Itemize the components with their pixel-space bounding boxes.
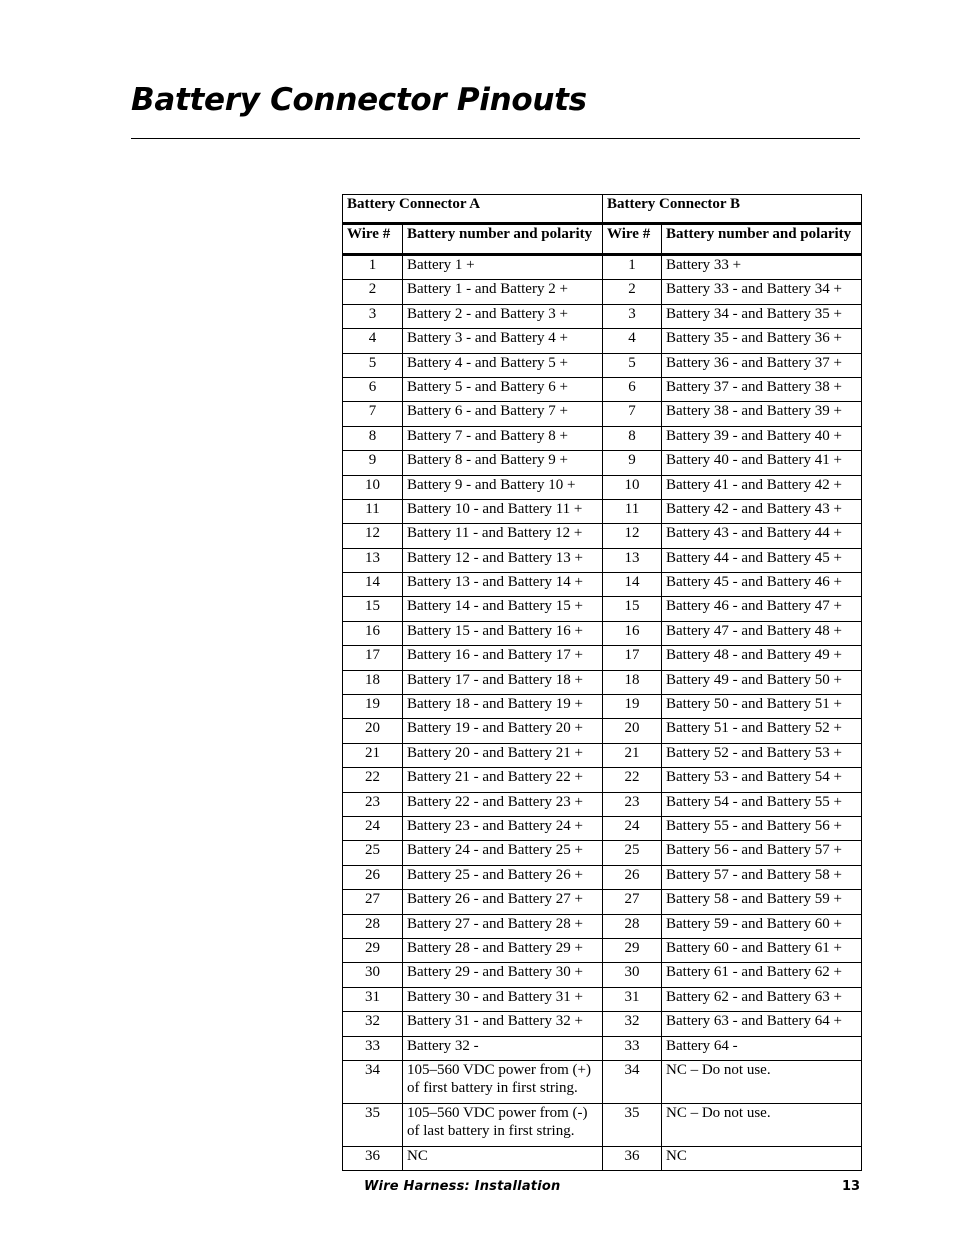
wire-a-cell: 22 xyxy=(343,768,403,792)
table-row xyxy=(343,280,862,304)
table-row xyxy=(343,573,862,597)
wire-b-cell: 2 xyxy=(603,280,662,304)
battery-b-cell: Battery 40 - and Battery 41 + xyxy=(662,451,862,475)
wire-a-cell: 14 xyxy=(343,573,403,597)
wire-a-cell: 11 xyxy=(343,499,403,523)
table-row xyxy=(343,499,862,523)
table-row xyxy=(343,377,862,401)
wire-b-cell: 8 xyxy=(603,426,662,450)
battery-a-cell: Battery 10 - and Battery 11 + xyxy=(403,499,603,523)
wire-b-cell: 33 xyxy=(603,1036,662,1060)
wire-b-cell: 21 xyxy=(603,743,662,767)
battery-b-cell: Battery 62 - and Battery 63 + xyxy=(662,987,862,1011)
battery-b-cell: Battery 52 - and Battery 53 + xyxy=(662,743,862,767)
battery-b-cell: Battery 54 - and Battery 55 + xyxy=(662,792,862,816)
battery-a-cell: Battery 1 - and Battery 2 + xyxy=(403,280,603,304)
wire-a-cell: 13 xyxy=(343,548,403,572)
wire-a-cell: 8 xyxy=(343,426,403,450)
battery-a-cell: Battery 29 - and Battery 30 + xyxy=(403,963,603,987)
battery-b-cell: Battery 63 - and Battery 64 + xyxy=(662,1012,862,1036)
wire-b-cell: 9 xyxy=(603,451,662,475)
wire-a-cell: 30 xyxy=(343,963,403,987)
battery-a-cell: Battery 26 - and Battery 27 + xyxy=(403,890,603,914)
wire-a-cell: 5 xyxy=(343,353,403,377)
wire-a-cell: 9 xyxy=(343,451,403,475)
wire-b-cell: 29 xyxy=(603,938,662,962)
battery-a-cell: Battery 15 - and Battery 16 + xyxy=(403,621,603,645)
footer-page-number: 13 xyxy=(842,1179,861,1194)
wire-a-cell: 25 xyxy=(343,841,403,865)
wire-a-cell: 7 xyxy=(343,402,403,426)
wire-b-cell: 23 xyxy=(603,792,662,816)
battery-b-cell: Battery 43 - and Battery 44 + xyxy=(662,524,862,548)
battery-a-cell: Battery 32 - xyxy=(403,1036,603,1060)
battery-b-cell: Battery 58 - and Battery 59 + xyxy=(662,890,862,914)
table-row xyxy=(343,1060,862,1103)
table-row xyxy=(343,646,862,670)
col-header-wire-b: Wire # xyxy=(603,224,662,255)
wire-a-cell: 15 xyxy=(343,597,403,621)
battery-a-cell: Battery 8 - and Battery 9 + xyxy=(403,451,603,475)
table-row xyxy=(343,524,862,548)
wire-a-cell: 27 xyxy=(343,890,403,914)
table-row xyxy=(343,1146,862,1170)
wire-b-cell: 7 xyxy=(603,402,662,426)
battery-b-cell: Battery 35 - and Battery 36 + xyxy=(662,329,862,353)
table-row xyxy=(343,743,862,767)
wire-a-cell: 36 xyxy=(343,1146,403,1170)
battery-b-cell: Battery 34 - and Battery 35 + xyxy=(662,304,862,328)
col-header-battery-a: Battery number and polarity xyxy=(403,224,603,255)
battery-a-cell: Battery 19 - and Battery 20 + xyxy=(403,719,603,743)
wire-a-cell: 20 xyxy=(343,719,403,743)
battery-b-cell: Battery 57 - and Battery 58 + xyxy=(662,865,862,889)
battery-b-cell: Battery 60 - and Battery 61 + xyxy=(662,938,862,962)
battery-a-cell: Battery 24 - and Battery 25 + xyxy=(403,841,603,865)
battery-b-cell: Battery 36 - and Battery 37 + xyxy=(662,353,862,377)
wire-b-cell: 31 xyxy=(603,987,662,1011)
wire-a-cell: 34 xyxy=(343,1060,403,1103)
battery-a-cell: Battery 27 - and Battery 28 + xyxy=(403,914,603,938)
battery-b-cell: Battery 39 - and Battery 40 + xyxy=(662,426,862,450)
table-row xyxy=(343,670,862,694)
battery-a-cell: Battery 5 - and Battery 6 + xyxy=(403,377,603,401)
wire-b-cell: 15 xyxy=(603,597,662,621)
wire-b-cell: 25 xyxy=(603,841,662,865)
battery-a-cell: Battery 22 - and Battery 23 + xyxy=(403,792,603,816)
wire-a-cell: 3 xyxy=(343,304,403,328)
wire-b-cell: 1 xyxy=(603,255,662,280)
wire-b-cell: 20 xyxy=(603,719,662,743)
wire-a-cell: 17 xyxy=(343,646,403,670)
battery-a-cell: Battery 6 - and Battery 7 + xyxy=(403,402,603,426)
battery-a-cell: Battery 16 - and Battery 17 + xyxy=(403,646,603,670)
wire-a-cell: 21 xyxy=(343,743,403,767)
battery-a-cell: Battery 4 - and Battery 5 + xyxy=(403,353,603,377)
wire-b-cell: 27 xyxy=(603,890,662,914)
wire-a-cell: 31 xyxy=(343,987,403,1011)
wire-b-cell: 3 xyxy=(603,304,662,328)
battery-a-cell: NC xyxy=(403,1146,603,1170)
table-row xyxy=(343,329,862,353)
wire-a-cell: 24 xyxy=(343,816,403,840)
table-row xyxy=(343,695,862,719)
wire-a-cell: 1 xyxy=(343,255,403,280)
table-row xyxy=(343,938,862,962)
battery-a-cell: Battery 12 - and Battery 13 + xyxy=(403,548,603,572)
battery-b-cell: Battery 41 - and Battery 42 + xyxy=(662,475,862,499)
battery-b-cell: Battery 48 - and Battery 49 + xyxy=(662,646,862,670)
wire-b-cell: 10 xyxy=(603,475,662,499)
battery-b-cell: Battery 37 - and Battery 38 + xyxy=(662,377,862,401)
battery-a-cell: Battery 30 - and Battery 31 + xyxy=(403,987,603,1011)
wire-a-cell: 6 xyxy=(343,377,403,401)
table-row xyxy=(343,1012,862,1036)
battery-a-cell: Battery 9 - and Battery 10 + xyxy=(403,475,603,499)
battery-b-cell: NC – Do not use. xyxy=(662,1103,862,1146)
battery-b-cell: Battery 50 - and Battery 51 + xyxy=(662,695,862,719)
wire-b-cell: 13 xyxy=(603,548,662,572)
wire-a-cell: 12 xyxy=(343,524,403,548)
battery-b-cell: NC – Do not use. xyxy=(662,1060,862,1103)
wire-b-cell: 6 xyxy=(603,377,662,401)
table-row xyxy=(343,451,862,475)
table-row xyxy=(343,987,862,1011)
page-title: Battery Connector Pinouts xyxy=(131,82,587,118)
battery-b-cell: Battery 51 - and Battery 52 + xyxy=(662,719,862,743)
battery-b-cell: Battery 33 - and Battery 34 + xyxy=(662,280,862,304)
table-row xyxy=(343,426,862,450)
wire-a-cell: 26 xyxy=(343,865,403,889)
wire-a-cell: 4 xyxy=(343,329,403,353)
battery-b-cell: Battery 44 - and Battery 45 + xyxy=(662,548,862,572)
battery-a-cell: Battery 21 - and Battery 22 + xyxy=(403,768,603,792)
battery-a-cell: 105–560 VDC power from (+) of first battery in first string. xyxy=(403,1060,603,1103)
wire-a-cell: 23 xyxy=(343,792,403,816)
wire-b-cell: 17 xyxy=(603,646,662,670)
table-row xyxy=(343,597,862,621)
table-row xyxy=(343,865,862,889)
table-row xyxy=(343,816,862,840)
battery-a-cell: Battery 17 - and Battery 18 + xyxy=(403,670,603,694)
battery-a-cell: Battery 3 - and Battery 4 + xyxy=(403,329,603,353)
battery-a-cell: Battery 13 - and Battery 14 + xyxy=(403,573,603,597)
table-row xyxy=(343,841,862,865)
battery-a-cell: Battery 11 - and Battery 12 + xyxy=(403,524,603,548)
wire-b-cell: 4 xyxy=(603,329,662,353)
battery-b-cell: Battery 55 - and Battery 56 + xyxy=(662,816,862,840)
wire-b-cell: 5 xyxy=(603,353,662,377)
wire-b-cell: 35 xyxy=(603,1103,662,1146)
battery-b-cell: Battery 59 - and Battery 60 + xyxy=(662,914,862,938)
table-row xyxy=(343,792,862,816)
battery-b-cell: NC xyxy=(662,1146,862,1170)
table-row xyxy=(343,548,862,572)
table-row xyxy=(343,255,862,280)
wire-a-cell: 35 xyxy=(343,1103,403,1146)
battery-b-cell: Battery 33 + xyxy=(662,255,862,280)
table-row xyxy=(343,768,862,792)
battery-b-cell: Battery 53 - and Battery 54 + xyxy=(662,768,862,792)
table-row xyxy=(343,621,862,645)
wire-b-cell: 16 xyxy=(603,621,662,645)
wire-b-cell: 18 xyxy=(603,670,662,694)
column-header-row xyxy=(343,224,862,255)
battery-a-cell: Battery 18 - and Battery 19 + xyxy=(403,695,603,719)
battery-b-cell: Battery 47 - and Battery 48 + xyxy=(662,621,862,645)
col-header-battery-b: Battery number and polarity xyxy=(662,224,862,255)
battery-b-cell: Battery 45 - and Battery 46 + xyxy=(662,573,862,597)
battery-b-cell: Battery 46 - and Battery 47 + xyxy=(662,597,862,621)
wire-b-cell: 28 xyxy=(603,914,662,938)
wire-b-cell: 11 xyxy=(603,499,662,523)
battery-a-cell: Battery 31 - and Battery 32 + xyxy=(403,1012,603,1036)
wire-a-cell: 10 xyxy=(343,475,403,499)
wire-a-cell: 28 xyxy=(343,914,403,938)
table-row xyxy=(343,914,862,938)
connector-a-header: Battery Connector A xyxy=(343,195,603,224)
pinout-table xyxy=(342,194,862,1171)
col-header-wire-a: Wire # xyxy=(343,224,403,255)
battery-b-cell: Battery 49 - and Battery 50 + xyxy=(662,670,862,694)
footer-section-title: Wire Harness: Installation xyxy=(364,1179,561,1194)
connector-header-row xyxy=(343,195,862,224)
battery-b-cell: Battery 56 - and Battery 57 + xyxy=(662,841,862,865)
battery-b-cell: Battery 38 - and Battery 39 + xyxy=(662,402,862,426)
wire-a-cell: 16 xyxy=(343,621,403,645)
wire-b-cell: 34 xyxy=(603,1060,662,1103)
wire-b-cell: 14 xyxy=(603,573,662,597)
pinout-table-body xyxy=(343,255,862,1171)
table-row xyxy=(343,890,862,914)
table-row xyxy=(343,402,862,426)
connector-b-header: Battery Connector B xyxy=(603,195,862,224)
table-row xyxy=(343,1036,862,1060)
wire-b-cell: 12 xyxy=(603,524,662,548)
battery-a-cell: Battery 2 - and Battery 3 + xyxy=(403,304,603,328)
battery-b-cell: Battery 61 - and Battery 62 + xyxy=(662,963,862,987)
battery-b-cell: Battery 42 - and Battery 43 + xyxy=(662,499,862,523)
battery-a-cell: Battery 28 - and Battery 29 + xyxy=(403,938,603,962)
wire-b-cell: 32 xyxy=(603,1012,662,1036)
wire-b-cell: 30 xyxy=(603,963,662,987)
table-row xyxy=(343,963,862,987)
wire-a-cell: 2 xyxy=(343,280,403,304)
battery-a-cell: Battery 14 - and Battery 15 + xyxy=(403,597,603,621)
wire-a-cell: 19 xyxy=(343,695,403,719)
wire-a-cell: 18 xyxy=(343,670,403,694)
battery-a-cell: Battery 25 - and Battery 26 + xyxy=(403,865,603,889)
table-row xyxy=(343,1103,862,1146)
battery-a-cell: Battery 20 - and Battery 21 + xyxy=(403,743,603,767)
battery-a-cell: Battery 7 - and Battery 8 + xyxy=(403,426,603,450)
wire-a-cell: 32 xyxy=(343,1012,403,1036)
wire-b-cell: 26 xyxy=(603,865,662,889)
wire-a-cell: 29 xyxy=(343,938,403,962)
battery-a-cell: Battery 1 + xyxy=(403,255,603,280)
table-row xyxy=(343,475,862,499)
wire-b-cell: 24 xyxy=(603,816,662,840)
wire-b-cell: 22 xyxy=(603,768,662,792)
battery-b-cell: Battery 64 - xyxy=(662,1036,862,1060)
battery-a-cell: Battery 23 - and Battery 24 + xyxy=(403,816,603,840)
title-divider xyxy=(131,138,860,139)
table-row xyxy=(343,353,862,377)
wire-b-cell: 19 xyxy=(603,695,662,719)
battery-a-cell: 105–560 VDC power from (-) of last battery in first string. xyxy=(403,1103,603,1146)
wire-b-cell: 36 xyxy=(603,1146,662,1170)
wire-a-cell: 33 xyxy=(343,1036,403,1060)
table-row xyxy=(343,304,862,328)
table-row xyxy=(343,719,862,743)
